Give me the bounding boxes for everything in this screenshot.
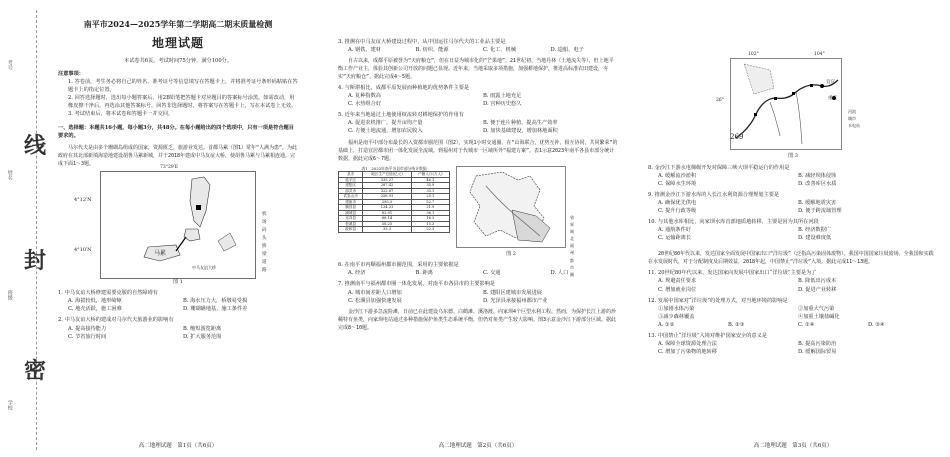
notice-3: 3. 考试结束后，将本试卷和答题卡一并交回。 xyxy=(68,111,174,118)
table-cell: 287.42 xyxy=(363,183,411,188)
q3-option-a[interactable]: A. 钢铁、建材 xyxy=(348,47,381,54)
figure-2-caption: 图 2 xyxy=(506,250,516,257)
table-cell: 68.14 xyxy=(363,216,411,221)
table-cell: 松溪县 xyxy=(339,221,363,226)
q1-option-c[interactable]: C. 地壳活跃，施工困难 xyxy=(68,306,122,313)
q3-option-b[interactable]: B. 纺织、能源 xyxy=(415,47,449,54)
fuzhou-metro-map-svg xyxy=(456,166,566,248)
city-label-chongqing: 重庆 xyxy=(828,96,837,101)
q5-option-d[interactable]: D. 加快基础建设，增加林地面积 xyxy=(483,128,558,135)
q10-option-b[interactable]: B. 经济数据广 xyxy=(798,227,832,234)
q2-option-b[interactable]: B. 缩短游览距离 xyxy=(183,325,222,332)
q12-item-2: ②加重大气污染 xyxy=(798,305,835,312)
section-heading: 一、选择题：本题共16小题，每小题3分，共48分。在每小题给出的四个选项中，只有一项是符合题目要求的。 xyxy=(58,125,294,140)
legend-port: 码头 xyxy=(262,227,267,241)
q5-option-a[interactable]: A. 促进农机推广，提升亩均产量 xyxy=(348,120,423,127)
legend-airport: 机场 xyxy=(262,211,267,225)
q9-option-d[interactable]: D. 便于跨流域管理 xyxy=(798,208,842,215)
q12-item-1: ①加剧水体污染 xyxy=(658,305,695,312)
table-cell: 建瓯市 xyxy=(339,199,363,204)
q13-option-a[interactable]: A. 保障全球资源处理合法 xyxy=(658,340,717,347)
q3-stem: 3. 推测在中马友谊大桥建设过程中，从中国运往马尔代夫的工业品主要是 xyxy=(338,39,506,45)
bridge-label: 中马友谊大桥 xyxy=(192,264,216,270)
elevation-number: 269 xyxy=(730,133,744,141)
table-header-cell: 地区生产总值(亿元) xyxy=(363,172,411,177)
table-cell: 顺昌县 xyxy=(339,205,363,210)
lat-label-2: 4°10′N xyxy=(74,246,92,253)
table-1-wrap xyxy=(338,166,450,259)
q6-option-d[interactable]: D. 人口 xyxy=(550,270,569,277)
table-cell: 33.1 xyxy=(411,188,449,193)
exam-subject: 地理试题 xyxy=(151,36,204,51)
table-cell: 256.91 xyxy=(363,194,411,199)
q5-option-b[interactable]: B. 便于连片种植，提高生产效率 xyxy=(483,120,558,127)
notice-title: 注意事项： xyxy=(58,71,84,78)
q13-option-b[interactable]: B. 提高污染防治 xyxy=(798,340,837,347)
label-school: 学校 xyxy=(6,400,13,410)
q10-option-d[interactable]: D. 建设难度低 xyxy=(798,235,832,242)
q5-option-c[interactable]: C. 方便土地流通，增加农民收入 xyxy=(348,128,423,135)
table-cell: 15.3 xyxy=(411,221,449,226)
table-cell: 134.31 xyxy=(363,205,411,210)
q12-items xyxy=(648,305,938,321)
q1-options xyxy=(58,297,298,313)
table-body xyxy=(339,177,450,232)
legend-river: 河流 xyxy=(848,109,856,114)
seal-char-feng: 封 xyxy=(24,249,47,274)
q2-stem: 2. 中马友谊大桥的建成对马尔代夫旅游业的影响有 xyxy=(58,317,174,324)
q11-option-b[interactable]: B. 降低出污成本 xyxy=(798,278,837,285)
q13-option-c[interactable]: C. 增加了污染物的地转移 xyxy=(658,348,717,355)
q7-option-b[interactable]: B. 建阳区建城市发展进展 xyxy=(483,289,542,296)
map1-legend xyxy=(262,211,267,276)
place-label-male: 马累 xyxy=(154,249,167,257)
q9-option-b[interactable]: B. 缓解地震灾害 xyxy=(798,200,837,207)
q12-item-3: ③减少森林覆盖 xyxy=(658,313,695,320)
q3-option-c[interactable]: C. 化工、机械 xyxy=(483,47,517,54)
table-cell: 16.3 xyxy=(411,216,449,221)
table-cell: 35.9 xyxy=(411,183,449,188)
notice-2: 2. 回答选择题时，选出每小题答案后，用2B铅笔把答题卡对应题目的答案标号涂黑。如需改动，用橡皮擦干净后，再选涂其他答案标号。回答非选择题时，将答案写在答题卡上，写在本试卷上无效。 xyxy=(68,95,297,110)
q10-stem: 10. 与其他水库相比，向家坝水库首部地质地转移，主要是因为其所在河段 xyxy=(648,219,819,226)
page-1 xyxy=(58,0,298,457)
table-cell: 335.27 xyxy=(363,177,411,182)
map3-legend xyxy=(848,108,860,130)
passage-3: 福州是南平中部分布最长的入资都市圈范围（图2），实现1小时交通圈。在“山海联合，优势互补，相互协同，共同繁荣”的基础上，打造宜居都市团一体化发展全流域。到福州对于代城市一区域所外“福建方案”。表1示意2023年南平各县市部分统计数据。据此完成6～7题。 xyxy=(338,139,618,162)
airport-icon xyxy=(196,205,201,210)
q9-option-a[interactable]: A. 确保优先供电 xyxy=(658,200,697,207)
q7-option-d[interactable]: D. 光泽县承接福州都市产业 xyxy=(483,297,548,304)
dam-icon xyxy=(792,92,795,95)
q4-stem: 4. 与斯堪相比，成都平原发展而种植地的优势条件主要是 xyxy=(338,85,470,92)
q3-options xyxy=(338,46,618,54)
q4-option-c[interactable]: C. 水热组合好 xyxy=(348,101,382,108)
legend-hydropower: 水电站 xyxy=(848,123,860,129)
exam-meta: 本试卷共6页。考试时间75分钟，满分100分。 xyxy=(124,57,232,64)
figure-1-caption: 图 1 xyxy=(173,278,183,285)
label-class: 班级 xyxy=(6,290,13,300)
exam-school-title: 南平市2024—2025学年第二学期高二期末质量检测 xyxy=(83,19,273,29)
lat-label-1: 4°12′N xyxy=(74,196,92,203)
legend-minbei: 闽北 xyxy=(570,228,574,242)
legend-bridge: 桥梁 xyxy=(262,243,267,258)
q13-options xyxy=(648,340,938,356)
q10-options xyxy=(648,226,938,242)
q13-option-d[interactable]: D. 缓解国际贸易 xyxy=(798,348,837,355)
page-1-footer: 高二地理试题 第1页（共6页） xyxy=(138,443,218,450)
q6-option-a[interactable]: A. 经济 xyxy=(348,270,366,277)
q2-option-d[interactable]: D. 扩大服务范围 xyxy=(183,333,222,340)
table-cell: 25.1 xyxy=(411,194,449,199)
q4-option-a[interactable]: A. 复种指数高 xyxy=(348,93,381,100)
q2-option-a[interactable]: A. 提高接待能力 xyxy=(68,325,107,332)
q7-options xyxy=(338,289,618,305)
seal-char-mi: 密 xyxy=(24,359,47,384)
table-cell: 浦城县 xyxy=(339,210,363,215)
notice-1: 1. 答卷前，考生务必将自己的姓名、准考证号等信息填写在答题卡上，并将准考证号条形码粘贴在答题卡上的指定位置。 xyxy=(68,79,298,94)
passage-5: 20世纪80年代以来，发达国家全面发展中国家出口“洋垃圾”（泛指高污染固体废物）。我国中国国家垃圾废场、全我国和实践在水发展时代，对于分配制度及后期效益，2018年起，中国禁止“洋垃圾”入境。据此完成11～13题。 xyxy=(648,251,934,266)
q9-stem: 9. 推测金沙江下游水库的人长江水利资源合理规划主要是 xyxy=(648,192,780,198)
q6-stem: 6. 在南平市内顺福州都市圈范围，采用的主要依据是 xyxy=(338,262,459,269)
q13-stem: 13. 中国禁止“洋垃圾”入境对维护国家安全的意义是 xyxy=(648,332,767,339)
q10-option-a[interactable]: A. 通航条件好 xyxy=(658,227,691,234)
page-3-footer: 高二地理试题 第3页（共6页） xyxy=(753,443,833,450)
q12-options xyxy=(648,321,938,329)
passage-1: 马尔代夫是由多个珊瑚岛组成的国家，资源匮乏，旅游业发达。首都马累（图1）常年“人满为患”，为此政府在其北部新填海造地建设胡鲁马累新城，并于2018年建成中马友谊大桥，使胡鲁马累与马累相连通。完成下面1～3题。 xyxy=(58,144,298,167)
passage-2: 自古以来，成都平原被誉为“天府粮仓”，但在日益为城市化的“芒果地”。21世纪初，当地丹林（土地流失等），但上地平衡工作产业主，体验其创新公司开放的问题已显现。近年来，当地采取多项措施，加强耕地保护，推进高标准农田建设，夯实“天府粮仓”。据此完成4～5题。 xyxy=(338,58,614,81)
q11-options xyxy=(648,277,938,293)
q12-option-a[interactable]: A. ①② xyxy=(658,321,675,328)
label-exam-no: 考号 xyxy=(6,60,13,70)
map2-legend xyxy=(570,214,574,279)
q2-options xyxy=(58,325,298,341)
figure-3-caption: 图 3 xyxy=(788,153,798,160)
lon-label: 73°29′E xyxy=(160,164,179,170)
jinsha-river-map-svg xyxy=(730,58,842,150)
q8-stem: 8. 金沙江下游水电梯级开发对保障三峡大坝平稳运行的作用是 xyxy=(648,164,790,171)
table-cell: 光泽县 xyxy=(339,216,363,221)
q9-option-c[interactable]: C. 提升行政等级 xyxy=(658,208,697,215)
map-figure-3 xyxy=(648,52,938,153)
lon-label-2: 104° xyxy=(814,52,825,57)
city-marker-yibin xyxy=(820,84,824,88)
legend-road: 道路 xyxy=(262,260,267,274)
q4-option-b[interactable]: B. 雨露土地充足 xyxy=(483,93,522,100)
city-label-yibin: 宜宾 xyxy=(826,80,835,85)
table-row xyxy=(339,227,450,232)
table-cell: 邵武市 xyxy=(339,188,363,193)
legend-province-border: 省界 xyxy=(570,214,574,227)
table-cell: 建阳区 xyxy=(339,183,363,188)
male-map-svg xyxy=(100,171,256,279)
binding-strip xyxy=(0,0,58,457)
table-cell: 22.3 xyxy=(411,227,449,232)
q6-options xyxy=(338,269,618,277)
lon-label-1: 102° xyxy=(748,52,759,57)
table-cell: 295.3 xyxy=(363,199,411,204)
q6-option-b[interactable]: B. 距离 xyxy=(415,270,433,277)
q1-option-d[interactable]: D. 珊瑚礁地基，施工条件差 xyxy=(183,306,248,313)
table-cell: 52.7 xyxy=(411,199,449,204)
q9-options xyxy=(648,199,938,215)
q8-option-b[interactable]: B. 减轻坝体侵蚀 xyxy=(798,172,837,179)
table-cell: 322.87 xyxy=(363,188,411,193)
q8-option-c[interactable]: C. 保障水生环境 xyxy=(658,180,697,187)
table-1 xyxy=(338,171,450,232)
page-3 xyxy=(648,0,938,457)
table-cell: 武夷山市 xyxy=(339,194,363,199)
passage-4: 金沙江下游多急流险滩，日前已在此建设乌东德、白鹤滩、溪洛渡、向家坝4个巨型水利工程。然而，为保护长江上游的珍稀特有鱼类，向家坝电站通过多种措施保护鱼类生态系统平衡，但仍对鱼类产生较大影响。图3示意金沙江下游部分区域。据此完成8～10题。 xyxy=(338,308,617,331)
table-cell: 延平区 xyxy=(339,177,363,182)
table-1-title: 表1 2023年南平各县市部分统计数据 xyxy=(361,165,427,171)
table-cell: 36.1 xyxy=(411,210,449,215)
q4-options xyxy=(338,92,618,108)
q1-option-b[interactable]: B. 海水压力大，桥墩易受损 xyxy=(183,298,248,305)
q8-option-d[interactable]: D. 改善库区水质 xyxy=(798,180,837,187)
legend-city: 城市 xyxy=(848,116,856,122)
q11-option-d[interactable]: D. 促进产业转移 xyxy=(798,286,837,293)
table-cell: 33.3 xyxy=(363,227,411,232)
q8-option-a[interactable]: A. 缓解流沙淤积 xyxy=(658,172,697,179)
page-2 xyxy=(338,0,618,457)
q12-option-b[interactable]: B. ②③ xyxy=(728,321,745,328)
q7-option-c[interactable]: C. 松溪县加强快速发展 xyxy=(348,297,402,304)
table-cell: 政和县 xyxy=(339,227,363,232)
q3-option-d[interactable]: D. 造船、电子 xyxy=(550,47,584,54)
dam-icon xyxy=(774,97,777,100)
table-cell: 21.9 xyxy=(411,205,449,210)
q11-stem: 11. 20世纪80年代以来，发达国家向发展中国家出口“洋垃圾”主要是为了 xyxy=(648,270,817,277)
label-name: 姓名 xyxy=(6,170,13,180)
map-figure-1 xyxy=(74,164,267,279)
table-header-cell: 县市 xyxy=(339,172,363,177)
q11-option-c[interactable]: C. 增加就业岗位 xyxy=(658,286,697,293)
q12-option-d[interactable]: D. ③④ xyxy=(868,321,885,328)
table-cell: 82.91 xyxy=(363,210,411,215)
q4-option-d[interactable]: D. 宫种历史悠久 xyxy=(483,101,522,108)
q7-option-a[interactable]: A. 城市间差距人口增加 xyxy=(348,289,402,296)
legend-fuzhou-metro: 福州都市圈 xyxy=(570,243,574,277)
q12-item-4: ④加重土壤盐碱化 xyxy=(798,313,840,320)
q12-option-c[interactable]: C. ①④ xyxy=(798,321,815,328)
q5-options xyxy=(338,119,618,135)
dam-icon xyxy=(810,84,813,87)
q8-options xyxy=(648,172,938,188)
q6-option-c[interactable]: C. 交通 xyxy=(483,270,501,277)
q10-option-c[interactable]: C. 运输距离长 xyxy=(658,235,692,242)
q5-stem: 5. 近年来当地通过土地使用权流转对耕地保护的作用有 xyxy=(338,112,464,119)
table-cell: 58.25 xyxy=(363,221,411,226)
q11-option-a[interactable]: A. 规避责任要求 xyxy=(658,278,697,285)
table-header-cell: 户籍人口(万人) xyxy=(411,172,449,177)
page-2-footer: 高二地理试题 第2页（共6页） xyxy=(438,443,518,450)
dam-icon xyxy=(754,113,757,116)
seal-char-xian: 线 xyxy=(24,134,47,159)
q12-stem: 12. 发展中国家对“洋垃圾”的处理方式，对当地环境的影响是 xyxy=(648,297,788,304)
lat-label-26: 26° xyxy=(716,98,724,103)
table-cell: 46.1 xyxy=(411,177,449,182)
q1-option-a[interactable]: A. 海拔较低，地形崎岖 xyxy=(68,298,122,305)
q7-stem: 7. 推测南平与福州都市圈一体化发展，对南平市各县市的主要影响是 xyxy=(338,281,496,288)
q1-stem: 1. 中马友谊大桥修建需要克服的自然障碍有 xyxy=(58,290,158,297)
q2-option-c[interactable]: C. 节省旅行时间 xyxy=(68,333,107,340)
